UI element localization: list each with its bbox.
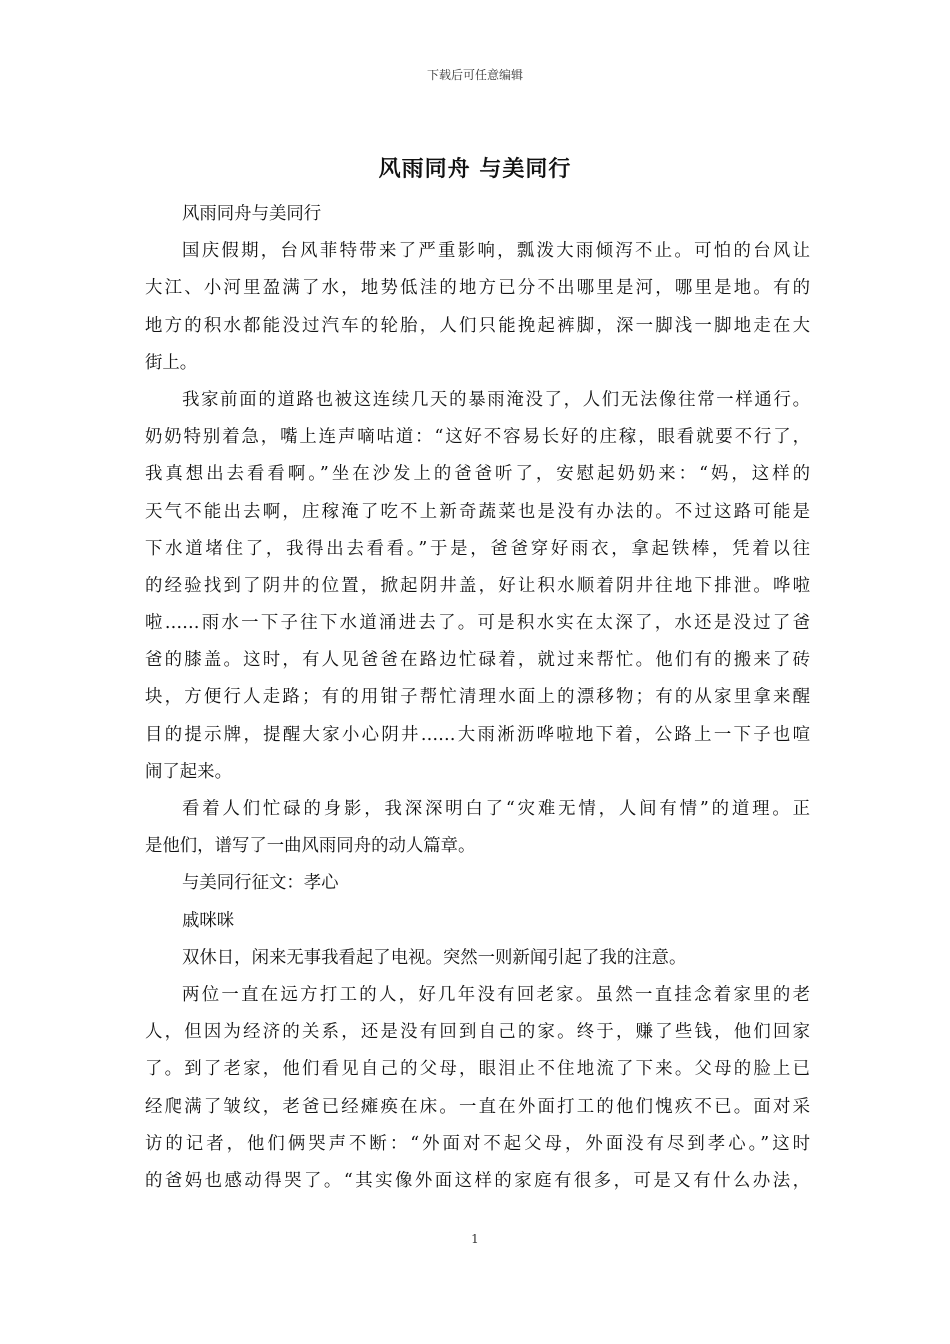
paragraph-line: 人，但因为经济的关系，还是没有回到自己的家。终于，赚了些钱，他们回家 [145, 1022, 810, 1043]
paragraph-line: 奶奶特别着急，嘴上连声嘀咕道：“这好不容易长好的庄稼，眼看就要不行了， [145, 427, 810, 448]
paragraph-line: 闹了起来。 [145, 761, 232, 782]
page-header: 下载后可任意编辑 [426, 68, 523, 82]
paragraph-line: 双休日，闲来无事我看起了电视。突然一则新闻引起了我的注意。 [182, 947, 687, 968]
paragraph-line: 下水道堵住了，我得出去看看。”于是，爸爸穿好雨衣，拿起铁棒，凭着以往 [145, 538, 810, 559]
paragraph-line: 我真想出去看看啊。”坐在沙发上的爸爸听了，安慰起奶奶来：“妈，这样的 [145, 464, 810, 485]
paragraph-line: 大江、小河里盈满了水，地势低洼的地方已分不出哪里是河，哪里是地。有的 [145, 278, 810, 299]
paragraph-line: 块，方便行人走路；有的用钳子帮忙清理水面上的漂移物；有的从家里拿来醒 [145, 687, 810, 708]
author-name: 戚咪咪 [182, 910, 235, 931]
paragraph-line: 的经验找到了阴井的位置，掀起阴井盖，好让积水顺着阴井往地下排泄。哗啦 [145, 575, 810, 596]
paragraph-line: 爸的膝盖。这时，有人见爸爸在路边忙碌着，就过来帮忙。他们有的搬来了砖 [145, 650, 810, 671]
paragraph-line: 风雨同舟与美同行 [182, 204, 322, 224]
paragraph-line: 两位一直在远方打工的人，好几年没有回老家。虽然一直挂念着家里的老 [182, 984, 810, 1005]
paragraph-line: 访的记者，他们俩哭声不断：“外面对不起父母，外面没有尽到孝心。”这时 [145, 1133, 810, 1154]
paragraph-line: 了。到了老家，他们看见自己的父母，眼泪止不住地流了下来。父母的脸上已 [145, 1059, 810, 1080]
paragraph-line: 街上。 [145, 352, 198, 373]
paragraph-line: 是他们，谱写了一曲风雨同舟的动人篇章。 [145, 836, 476, 857]
paragraph-line: 与美同行征文：孝心 [182, 873, 339, 894]
paragraph-line: 我家前面的道路也被这连续几天的暴雨淹没了，人们无法像往常一样通行。 [182, 389, 810, 410]
paragraph-line: 天气不能出去啊，庄稼淹了吃不上新奇蔬菜也是没有办法的。不过这路可能是 [145, 501, 810, 522]
page-number: 1 [471, 1232, 479, 1246]
paragraph-line: 地方的积水都能没过汽车的轮胎，人们只能挽起裤脚，深一脚浅一脚地走在大 [145, 315, 810, 336]
document-title: 风雨同舟 与美同行 [378, 156, 572, 182]
paragraph-line: 国庆假期，台风菲特带来了严重影响，瓢泼大雨倾泻不止。可怕的台风让 [182, 241, 810, 262]
paragraph-line: 的爸妈也感动得哭了。“其实像外面这样的家庭有很多，可是又有什么办法， [145, 1170, 810, 1191]
paragraph-line: 目的提示牌，提醒大家小心阴井……大雨淅沥哗啦地下着，公路上一下子也喧 [145, 724, 810, 745]
paragraph-line: 经爬满了皱纹，老爸已经瘫痪在床。一直在外面打工的他们愧疚不已。面对采 [145, 1096, 810, 1117]
paragraph-line: 看着人们忙碌的身影，我深深明白了“灾难无情，人间有情”的道理。正 [182, 799, 810, 819]
document-body [145, 196, 810, 1200]
paragraph-line: 啦……雨水一下子往下水道涌进去了。可是积水实在太深了，水还是没过了爸 [145, 613, 810, 634]
